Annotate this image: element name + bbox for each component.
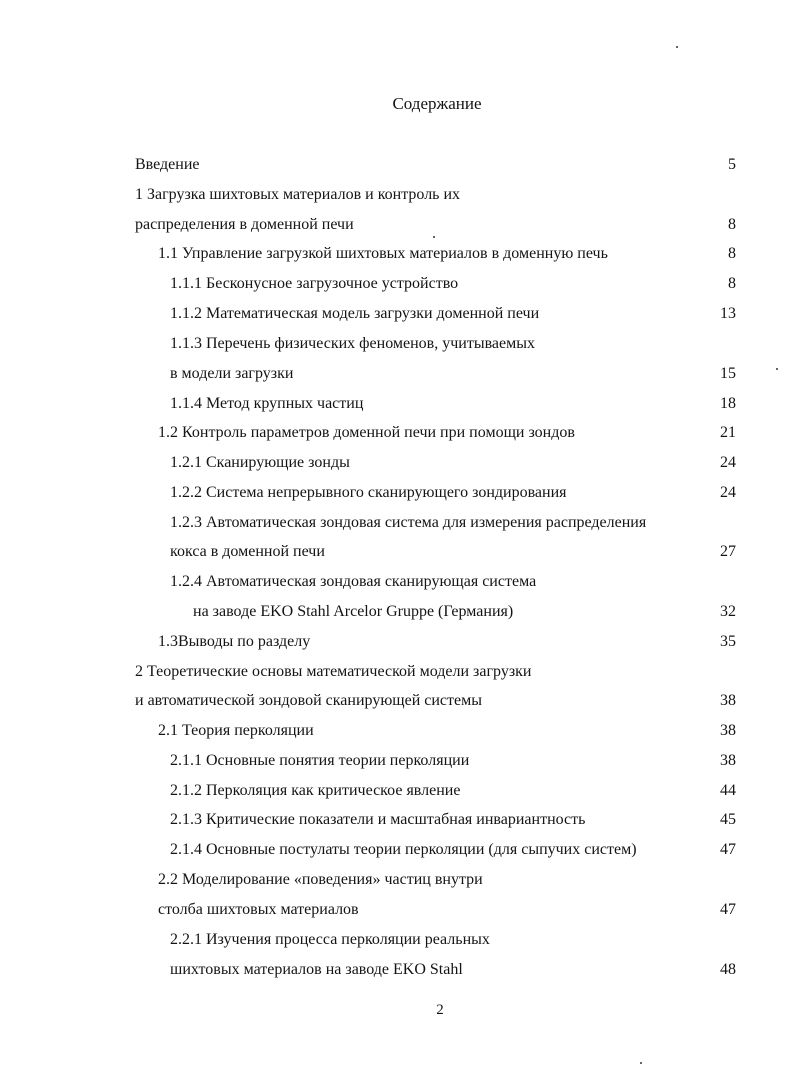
toc-entry-page: 47 [720, 841, 736, 858]
toc-entry-page: 38 [720, 692, 736, 709]
toc-entry-page: 21 [720, 424, 736, 441]
toc-entry-page: 15 [720, 365, 736, 382]
toc-entry-page: 18 [720, 395, 736, 412]
toc-entry-text: 1.2.4 Автоматическая зондовая сканирующая система [170, 573, 537, 590]
toc-entry-page: 8 [728, 275, 736, 292]
toc-entry-text: 2.2.1 Изучения процесса перколяции реальных [170, 931, 490, 948]
toc-entry-text: 1 Загрузка шихтовых материалов и контроль их [135, 186, 461, 203]
toc-entry-text: 2.1.3 Критические показатели и масштабная инвариантность [170, 811, 586, 828]
toc-entry-text: 1.1.3 Перечень физических феноменов, учитываемых [170, 335, 536, 352]
toc-entry-text: Введение [135, 156, 200, 173]
toc-entry-text: 1.2.3 Автоматическая зондовая система для измерения распределения [170, 514, 647, 531]
toc-entry-page: 38 [720, 752, 736, 769]
toc-entry-page: 5 [728, 156, 736, 173]
scan-speck [640, 1062, 642, 1064]
toc-entry-text: в модели загрузки [170, 365, 294, 382]
toc-entry-page: 47 [720, 901, 736, 918]
toc-entry-page: 45 [720, 811, 736, 828]
toc-entry-page: 24 [720, 454, 736, 471]
toc-entry-text: 1.1.1 Бесконусное загрузочное устройство [170, 275, 459, 292]
toc-entry-text: 1.1.2 Математическая модель загрузки доменной печи [170, 305, 540, 322]
page-title: Содержание [392, 94, 482, 113]
toc-entry-text: 2.1.1 Основные понятия теории перколяции [170, 752, 470, 769]
page-number: 2 [436, 1002, 444, 1018]
toc-entry-text: 2.1 Теория перколяции [158, 722, 314, 739]
toc-entry-text: 1.1.4 Метод крупных частиц [170, 395, 364, 412]
toc-entry-page: 24 [720, 484, 736, 501]
toc-entry-text: 1.2.1 Сканирующие зонды [170, 454, 350, 471]
toc-entry-text: кокса в доменной печи [170, 543, 325, 560]
toc-entry-text: распределения в доменной печи [135, 216, 354, 233]
scan-speck [433, 236, 435, 238]
toc-entry-text: 2.1.4 Основные постулаты теории перколяции (для сыпучих систем) [170, 841, 637, 858]
toc-entry-page: 44 [720, 782, 736, 799]
toc-entry-text: 1.2.2 Система непрерывного сканирующего зондирования [170, 484, 567, 501]
toc-entry-page: 35 [720, 633, 736, 650]
toc-entry-page: 13 [720, 305, 736, 322]
toc-entry-page: 8 [728, 216, 736, 233]
toc-entry-text: 1.1 Управление загрузкой шихтовых материалов в доменную печь [158, 245, 608, 262]
toc-entry-text: и автоматической зондовой сканирующей системы [135, 692, 482, 709]
toc-entry-page: 8 [728, 245, 736, 262]
scan-speck [776, 368, 778, 370]
toc-entry-page: 32 [720, 603, 736, 620]
toc-entry-text: 2.1.2 Перколяция как критическое явление [170, 782, 461, 799]
toc-entry-text: на заводе EKO Stahl Arcelor Gruppe (Германия) [193, 603, 514, 620]
toc-entry-text: шихтовых материалов на заводе EKO Stahl [170, 961, 463, 978]
scan-speck [676, 46, 678, 48]
toc-entry-page: 48 [720, 961, 736, 978]
toc-entry-text: 2.2 Моделирование «поведения» частиц внутри [158, 871, 483, 888]
toc-entry-page: 27 [720, 543, 736, 560]
toc-entry-text: 1.2 Контроль параметров доменной печи при помощи зондов [158, 424, 575, 441]
toc-entry-text: 2 Теоретические основы математической модели загрузки [135, 663, 532, 680]
toc-entry-text: 1.3Выводы по разделу [158, 633, 311, 650]
toc-entry-text: столба шихтовых материалов [158, 901, 359, 918]
toc-entry-page: 38 [720, 722, 736, 739]
